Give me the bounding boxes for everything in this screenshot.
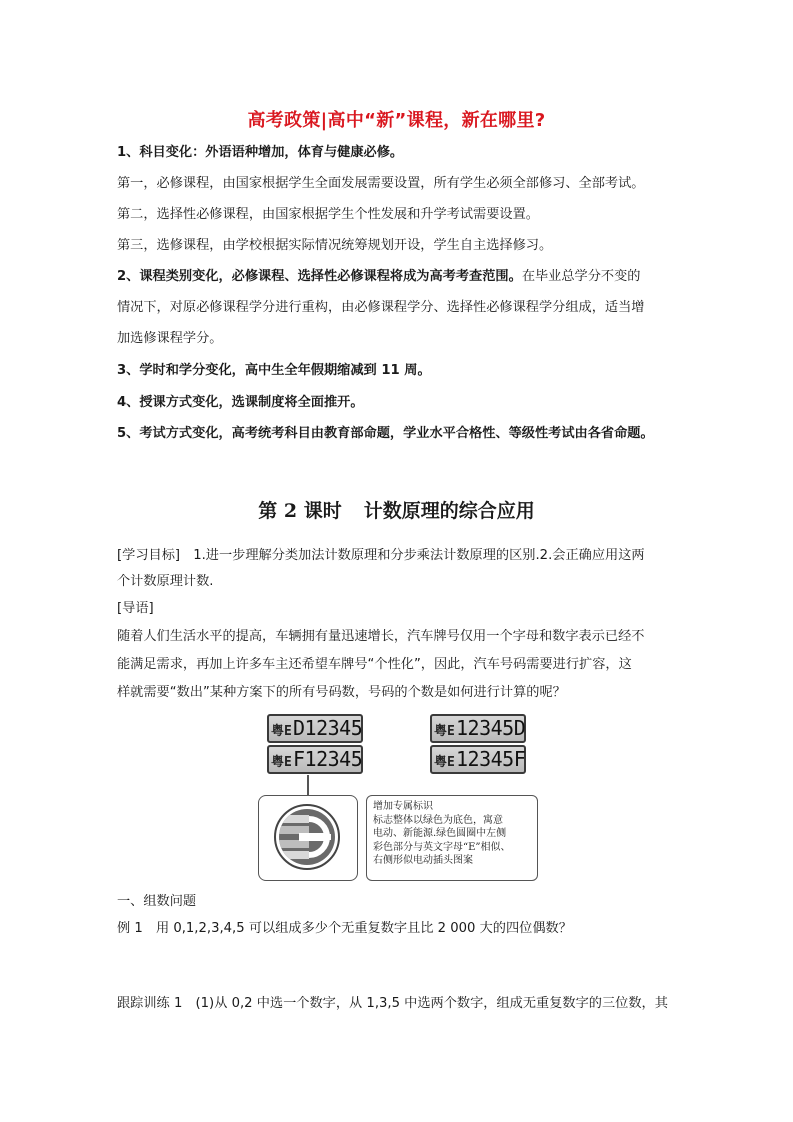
plate-number: D12345	[293, 716, 363, 740]
new-energy-plug-icon	[259, 796, 356, 879]
desc-line: 电动、新能源.绿色圆圈中左侧	[373, 828, 507, 839]
plate-number: 12345F	[456, 747, 526, 771]
desc-line: 右侧形似电动插头图案	[373, 855, 473, 866]
policy-heading-3: 3、学时和学分变化，高中生全年假期缩减到 11 周。	[117, 363, 431, 378]
policy-heading-2: 2、课程类别变化，必修课程、选择性必修课程将成为高考考查范围。	[117, 269, 522, 284]
logo-frame	[258, 795, 358, 881]
policy-heading-4: 4、授课方式变化，选课制度将全面推开。	[117, 395, 364, 410]
license-plate	[430, 714, 526, 743]
desc-line: 增加专属标识	[373, 801, 433, 812]
policy-p2-text: 在毕业总学分不变的	[521, 269, 641, 284]
license-plate	[267, 714, 363, 743]
policy-heading-5: 5、考试方式变化，高考统考科目由教育部命题，学业水平合格性、等级性考试由各省命题。	[117, 426, 654, 441]
plate-prefix: 粤E	[434, 724, 455, 739]
desc-line: 彩色部分与英文字母“E”相似、	[373, 841, 511, 853]
policy-p2-line3: 加选修课程学分。	[117, 331, 223, 346]
desc-line: 标志整体以绿色为底色，寓意	[373, 814, 503, 826]
learning-goal-line1: [学习目标] 1.进一步理解分类加法计数原理和分步乘法计数原理的区别.2.会正确应用这两	[117, 548, 645, 563]
license-plate	[267, 745, 363, 774]
intro-label: [导语]	[117, 601, 154, 616]
section-heading: 一、组数问题	[117, 894, 197, 909]
example-1: 例 1 用 0,1,2,3,4,5 可以组成多少个无重复数字且比 2 000 大的四位偶数？	[117, 921, 572, 936]
plate-prefix: 粤E	[271, 755, 292, 770]
learning-goal-line2: 个计数原理计数.	[117, 574, 214, 589]
lesson-title	[0, 496, 793, 523]
policy-item-3: 第三，选修课程，由学校根据实际情况统筹规划开设，学生自主选择修习。	[117, 238, 553, 253]
license-plate	[430, 745, 526, 774]
intro-line3: 样就需要“数出”某种方案下的所有号码数，号码的个数是如何进行计算的呢？	[117, 685, 566, 700]
policy-paragraph-2	[117, 268, 697, 286]
logo-description-box	[366, 795, 538, 881]
plate-prefix: 粤E	[271, 724, 292, 739]
policy-heading-1: 1、科目变化：外语语种增加，体育与健康必修。	[117, 145, 404, 160]
practice-1: 跟踪训练 1 (1)从 0,2 中选一个数字，从 1,3,5 中选两个数字，组成无重复数字的三位数，其	[117, 996, 668, 1011]
lesson-title-part2: 计数原理的综合应用	[363, 500, 535, 522]
intro-line1: 随着人们生活水平的提高，车辆拥有量迅速增长，汽车牌号仅用一个字母和数字表示已经不	[117, 629, 645, 644]
page-title: 高考政策|高中“新”课程，新在哪里?	[247, 110, 546, 131]
policy-item-2: 第二，选择性必修课程，由国家根据学生个性发展和升学考试需要设置。	[117, 207, 539, 222]
policy-p2-line2: 情况下，对原必修课程学分进行重构，由必修课程学分、选择性必修课程学分组成，适当增	[117, 300, 645, 315]
plate-number: F12345	[293, 747, 363, 771]
intro-line2: 能满足需求，再加上许多车主还希望车牌号“个性化”，因此，汽车号码需要进行扩容，这	[117, 657, 632, 672]
plate-prefix: 粤E	[434, 755, 455, 770]
policy-item-1: 第一，必修课程，由国家根据学生全面发展需要设置，所有学生必须全部修习、全部考试。	[117, 176, 645, 191]
figure-connector	[307, 775, 309, 795]
plate-number: 12345D	[456, 716, 526, 740]
lesson-title-part1: 第 2 课时	[258, 500, 342, 522]
